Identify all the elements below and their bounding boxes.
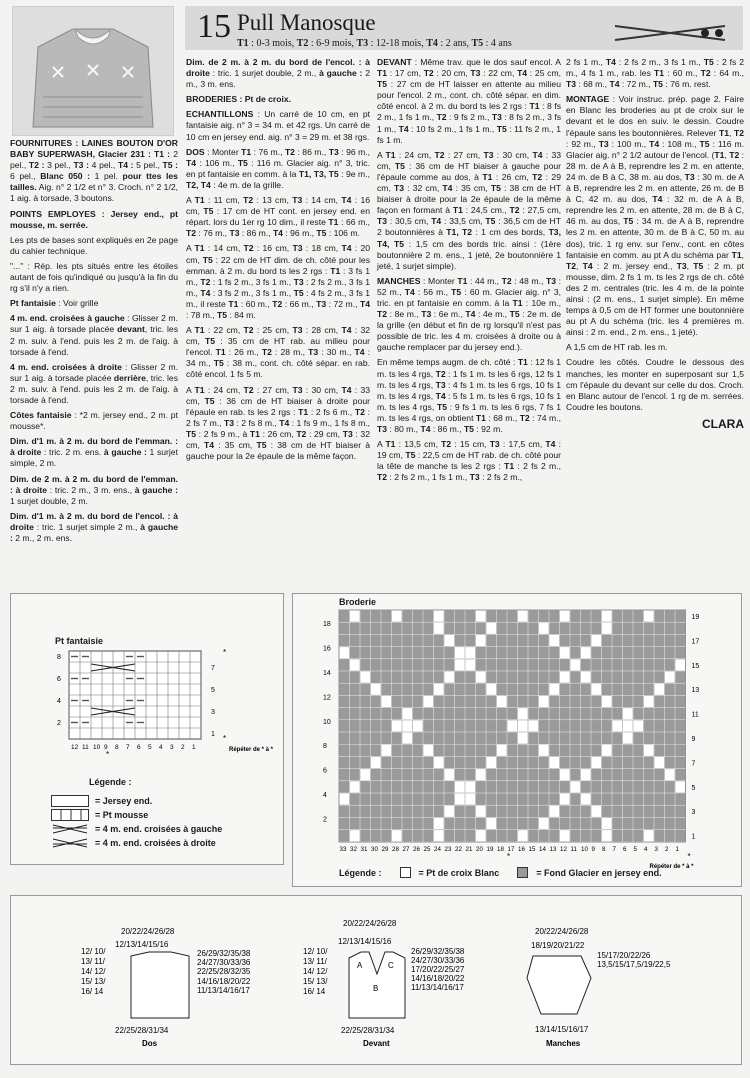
- star-mark: *: [223, 648, 227, 657]
- cross-stitch: [560, 672, 570, 683]
- row-label: 8: [57, 654, 61, 661]
- pattern-title: Pull Manosque: [237, 10, 376, 35]
- devant-right: 14/16/18/20/22: [411, 974, 465, 983]
- devant-right: 17/20/22/25/27: [411, 965, 465, 974]
- row-label: 5: [211, 687, 215, 694]
- col-label: 19: [486, 845, 494, 853]
- cross-stitch: [592, 757, 602, 768]
- star-mark: *: [687, 851, 691, 861]
- cross-stitch: [392, 830, 402, 841]
- cross-stitch: [655, 684, 665, 695]
- paragraph: Dim. de 2 m. à 2 m. du bord de l'emman. : à droite : tric. 2 m., 3 m. ens., à gauche : 1 surjet double, 2 m.: [10, 473, 178, 506]
- legend1-mousse-label: = Pt mousse: [95, 810, 149, 820]
- col-label: 31: [360, 845, 368, 853]
- col-label: 5: [148, 744, 152, 751]
- cross-stitch: [602, 818, 612, 829]
- paragraph: DEVANT : Même trav. que le dos sauf encol. A T1 : 17 cm, T2 : 20 cm, T3 : 22 cm, T4 : 25 cm, T5 : 27 cm de HT laisser en attente au milieu pour l'encol. 2 m., cont. ch. côté sépar. en dim. côté encol. à 2 m. du bord ts les 2 rgs : T1 : 8 fs 2 m., 1 fs 1 m., T2 : 9 fs 2 m., T3 : 8 fs 2 m., 3 fs 1 m., T4 : 10 fs 2 m., 1 fs 1 m., T5 : 11 fs 2 m., 1 fs 1 m.: [377, 57, 562, 145]
- cross-stitch: [445, 769, 455, 780]
- cross-stitch: [340, 794, 350, 805]
- manches-top: 20/22/24/26/28: [535, 927, 589, 936]
- row-label: 11: [691, 711, 699, 719]
- cross-stitch: [644, 745, 654, 756]
- cross-stitch: [497, 745, 507, 756]
- paragraph: POINTS EMPLOYES : Jersey end., pt mousse, m. serrée.: [10, 208, 178, 230]
- row-label: 6: [57, 676, 61, 683]
- paragraph: MANCHES : Monter T1 : 44 m., T2 : 48 m., T3 : 52 m., T4 : 56 m., T5 : 60 m. Glacier aig. n° 3, tric. en pt fantaisie en comm. à la T1 : 10e m., T2 : 8e m., T3 : 6e m., T4 : 4e m., T5 : 2e m. de la grille (en début et fin de rg lorsqu'il n'est pas possible de tric. les 4 m. croisées à droite ou à gauche remplacer par du jersey end.).: [377, 275, 561, 353]
- row-label: 2: [323, 816, 327, 824]
- paragraph: En même temps augm. de ch. côté : T1 : 12 fs 1 m. ts les 4 rgs, T2 : 1 fs 1 m. ts les 6 rgs, 12 fs 1 m. ts les 4 rgs, T3 : 4 fs 1 m. ts les 6 rgs, 10 fs 1 m. ts les 4 rgs, T4 : 5 fs 1 m. ts les 6 rgs, 10 fs 1 m. ts les 4 rgs, T5 : 9 fs 1 m. ts les 6 rgs, 7 fs 1 m. ts les 4 rgs, on obtient T1 : 68 m., T2 : 74 m., T3 : 80 m., T4 : 86 m., T5 : 92 m.: [377, 357, 561, 434]
- devant-bottom: 22/25/28/31/34: [341, 1026, 395, 1035]
- cross-stitch: [371, 684, 381, 695]
- cross-stitch: [539, 818, 549, 829]
- legend1-list: [51, 794, 222, 850]
- devant-left: 13/ 11/: [303, 957, 327, 966]
- cross-stitch: [466, 794, 476, 805]
- cross-stitch: [550, 806, 560, 817]
- dos-left: 16/ 14: [81, 987, 104, 996]
- col-label: 9: [104, 744, 108, 751]
- fantaisie-panel: [10, 593, 284, 865]
- dos-top2: 12/13/14/15/16: [115, 940, 169, 949]
- paragraph: DOS : Monter T1 : 76 m., T2 : 86 m., T3 : 96 m., T4 : 106 m., T5 : 116 m. Glacier aig. n° 3, tric. en pt fantaisie en comm. à la T1, T3, T5 : 9e m., T2, T4 : 4e m. de la grille.: [186, 146, 371, 190]
- size-value: : 0-3 mois,: [248, 38, 297, 49]
- schema-panel: [10, 895, 742, 1065]
- cross-stitch: [655, 757, 665, 768]
- row-label: 17: [691, 638, 700, 646]
- paragraph: Dim. d'1 m. à 2 m. du bord de l'emman. : à droite : tric. 2 m. ens. à gauche : 1 surjet simple, 2 m.: [10, 436, 178, 469]
- broderie-legend: [339, 867, 662, 878]
- row-label: 19: [691, 614, 700, 621]
- cross-stitch: [592, 684, 602, 695]
- devant-top2: 12/13/14/15/16: [338, 937, 392, 946]
- cross-stitch: [592, 806, 602, 817]
- cross-stitch: [455, 781, 465, 792]
- row-label: 13: [691, 687, 700, 695]
- row-label: 12: [323, 694, 331, 702]
- white-swatch: [400, 867, 411, 878]
- devant-label: Devant: [363, 1039, 390, 1048]
- paragraph: ECHANTILLONS : Un carré de 10 cm, en pt fantaisie aig. n° 3 = 34 m. et 42 rgs. Un carré de 10 cm en jersey end. aig. n° 3 = 29 m. et 38 rgs.: [186, 109, 370, 142]
- size-value: : 6-9 mois,: [308, 38, 357, 49]
- cross-stitch: [350, 781, 360, 792]
- cross-stitch: [392, 611, 402, 622]
- schema-drawings: [11, 896, 741, 1064]
- cross-stitch: [560, 611, 570, 622]
- paragraph: Dim. de 2 m. à 2 m. du bord de l'encol. : à droite : tric. 1 surjet double, 2 m., à gauche : 2 m., 3 m. ens.: [186, 57, 370, 90]
- author-signature: CLARA: [702, 416, 744, 431]
- column-2: [186, 57, 370, 466]
- row-label: 10: [323, 718, 331, 726]
- cross-stitch: [487, 757, 497, 768]
- col-label: 33: [339, 845, 347, 853]
- cross-stitch: [403, 733, 413, 744]
- cross-stitch: [539, 696, 549, 707]
- row-label: 4: [57, 698, 61, 705]
- row-label: 5: [691, 784, 696, 792]
- paragraph: A 1,5 cm de HT rab. les m.: [566, 342, 668, 353]
- col-label: 23: [444, 845, 452, 853]
- dos-top: 20/22/24/26/28: [121, 927, 175, 936]
- column-1: [10, 138, 178, 548]
- cross-stitch: [581, 769, 591, 780]
- size-tag: T5: [471, 38, 484, 49]
- col-label: 20: [476, 845, 483, 853]
- col-label: 26: [413, 845, 420, 853]
- paragraph: Les pts de bases sont expliqués en 2e page du cahier technique.: [10, 234, 178, 256]
- col-label: 9: [591, 845, 595, 853]
- col-label: 6: [137, 744, 141, 751]
- cross-stitch: [434, 684, 444, 695]
- cross-stitch: [382, 696, 392, 707]
- cross-stitch: [455, 659, 465, 670]
- cross-stitch: [602, 830, 612, 841]
- cross-stitch: [424, 745, 434, 756]
- col-label: 12: [560, 845, 567, 853]
- col-label: 4: [159, 744, 163, 751]
- devant-top: 20/22/24/26/28: [343, 919, 397, 928]
- manches-label: Manches: [546, 1039, 581, 1048]
- legend1-title: Légende :: [89, 777, 132, 787]
- cross-stitch: [644, 696, 654, 707]
- column-3: [377, 57, 561, 487]
- cross-stitch: [581, 647, 591, 658]
- star-mark: *: [507, 851, 511, 861]
- cross-stitch: [350, 659, 360, 670]
- cross-stitch: [550, 635, 560, 646]
- mousse-swatch: [51, 809, 89, 821]
- dos-right: 22/25/28/32/35: [197, 967, 251, 976]
- dos-label: Dos: [142, 1039, 158, 1048]
- cross-stitch: [350, 830, 360, 841]
- repeat-note: Répéter de * à *: [649, 863, 694, 870]
- paragraph: 4 m. end. croisées à gauche : Glisser 2 m. sur 1 aig. à torsade placée devant, tric. les 2 m. suiv. à l'end. puis les 2 m. de l'aig. à torsade à l'end.: [10, 313, 178, 357]
- col-label: 29: [381, 845, 389, 853]
- cross-stitch: [403, 708, 413, 719]
- col-label: 10: [93, 744, 101, 751]
- row-label: 1: [211, 731, 215, 738]
- legend1-cross-left: [51, 822, 222, 836]
- paragraph: BRODERIES : Pt de croix.: [186, 94, 292, 105]
- col-label: 27: [402, 845, 410, 853]
- cross-stitch: [487, 623, 497, 634]
- cross-stitch: [361, 769, 371, 780]
- col-label: 22: [455, 845, 462, 853]
- dos-left: 14/ 12/: [81, 967, 106, 976]
- size-tag: T3: [356, 38, 369, 49]
- col-label: 24: [434, 845, 441, 853]
- cross-stitch: [560, 647, 570, 658]
- col-label: 18: [497, 845, 504, 853]
- cross-stitch: [371, 757, 381, 768]
- devant-right: 26/29/32/35/38: [411, 947, 465, 956]
- cross-stitch: [403, 720, 413, 731]
- legend1-cross-right: [51, 836, 222, 850]
- column-4: [566, 57, 744, 430]
- cross-stitch: [476, 611, 486, 622]
- cross-stitch: [350, 611, 360, 622]
- cross-stitch: [602, 623, 612, 634]
- cross-stitch: [518, 708, 528, 719]
- paragraph: Pt fantaisie : Voir grille: [10, 298, 99, 309]
- cross-stitch: [560, 830, 570, 841]
- col-label: 11: [570, 845, 577, 853]
- col-label: 16: [518, 845, 525, 853]
- size-value: : 4 ans: [483, 38, 512, 49]
- cross-stitch: [487, 818, 497, 829]
- devant-letter: A: [357, 961, 363, 970]
- cross-stitch: [581, 794, 591, 805]
- broderie-panel: [292, 593, 742, 887]
- col-label: 11: [82, 744, 89, 751]
- col-label: 12: [71, 744, 79, 751]
- legend1-jersey: [51, 794, 222, 808]
- devant-left: 15/ 13/: [303, 977, 328, 986]
- row-label: 2: [57, 720, 61, 727]
- cross-stitch: [581, 672, 591, 683]
- cross-stitch: [445, 806, 455, 817]
- dos-right: 11/13/14/16/17: [197, 986, 250, 995]
- cross-stitch: [434, 818, 444, 829]
- cross-stitch: [518, 720, 528, 731]
- cross-stitch: [571, 659, 581, 670]
- broderie-legend-grey: = Fond Glacier en jersey end.: [536, 867, 662, 878]
- dos-right: 24/27/30/33/36: [197, 958, 251, 967]
- paragraph: A T1 : 22 cm, T2 : 25 cm, T3 : 28 cm, T4 : 32 cm, T5 : 35 cm de HT rab. au milieu pour l'encol. T1 : 26 m., T2 : 28 m., T3 : 30 m., T4 : 34 m., T5 : 38 m., cont. ch. côté sépar. en rab. côté encol. 1 fs 5 m.: [186, 325, 370, 380]
- header-band: [185, 6, 743, 50]
- cross-stitch: [539, 623, 549, 634]
- manches-right: 13,5/15/17,5/19/22,5: [597, 960, 671, 969]
- cross-right-icon: [51, 837, 89, 849]
- cross-stitch: [424, 696, 434, 707]
- col-label: 2: [181, 744, 185, 751]
- cross-stitch: [340, 647, 350, 658]
- cross-stitch: [466, 647, 476, 658]
- devant-left: 16/ 14: [303, 987, 326, 996]
- dos-right: 26/29/32/35/38: [197, 949, 251, 958]
- paragraph: Dim. d'1 m. à 2 m. du bord de l'encol. : à droite : tric. 1 surjet simple 2 m., à gauche : 2 m., 2 m. ens.: [10, 510, 179, 543]
- col-label: 28: [392, 845, 399, 853]
- manches-top2: 18/19/20/21/22: [531, 941, 585, 950]
- cross-stitch: [413, 720, 423, 731]
- cross-stitch: [560, 794, 570, 805]
- row-label: 3: [211, 709, 215, 716]
- cross-stitch: [497, 696, 507, 707]
- col-label: 3: [654, 845, 658, 853]
- sweater-photo: [12, 6, 174, 136]
- cross-stitch: [392, 720, 402, 731]
- paragraph: 4 m. end. croisées à droite : Glisser 2 m. sur 1 aig. à torsade placée derrière, tric. les 2 m. suiv. à l'end. puis les 2 m. de l'aig. à torsade à l'end.: [10, 361, 178, 405]
- row-label: 16: [323, 645, 331, 653]
- fantaisie-title: Pt fantaisie: [55, 636, 104, 646]
- col-label: 5: [633, 845, 637, 853]
- col-label: 8: [602, 845, 606, 853]
- cross-stitch: [476, 806, 486, 817]
- cross-stitch: [592, 635, 602, 646]
- cross-stitch: [382, 745, 392, 756]
- paragraph: A T1 : 11 cm, T2 : 13 cm, T3 : 14 cm, T4 : 16 cm, T5 : 17 cm de HT cont. en jersey end. en répart. lors du 1er rg 10 dim., il reste T1 : 66 m., T2 : 76 m., T3 : 86 m., T4 : 96 m., T5 : 106 m.: [186, 195, 371, 239]
- broderie-title: Broderie: [339, 597, 377, 607]
- cross-stitch: [434, 757, 444, 768]
- paragraph: Coudre les côtés. Coudre le dessous des manches, les monter en superposant sur 1,5 cm l'épaule du devant sur celle du dos. Croch. en Blanc autour de l'encol. 1 rg de m. serrées. Coudre les boutons.: [566, 357, 744, 412]
- cross-stitch: [455, 794, 465, 805]
- broderie-chart: [293, 594, 741, 870]
- paragraph: A T1 : 24 cm, T2 : 27 cm, T3 : 30 cm, T4 : 33 cm, T5 : 36 cm de HT biaiser à droite pour l'épaule en rab. ts les 2 rgs : T1 : 2 fs 6 m., T2 : 2 fs 7 m., T3 : 2 fs 8 m., T4 : 1 fs 9 m., 1 fs 8 m., T5 : 2 fs 9 m., à T1 : 26 cm, T2 : 29 cm, T3 : 32 cm, T4 : 35 cm, T5 : 38 cm de HT biaiser à gauche pour la 2e épaule de la même façon.: [186, 384, 371, 462]
- cross-stitch: [602, 611, 612, 622]
- devant-left: 12/ 10/: [303, 947, 328, 956]
- cross-stitch: [665, 769, 675, 780]
- cross-stitch: [361, 672, 371, 683]
- sweater-illustration: [13, 7, 173, 135]
- star-mark: *: [223, 734, 227, 743]
- cross-stitch: [623, 720, 633, 731]
- paragraph: A T1 : 13,5 cm, T2 : 15 cm, T3 : 17,5 cm, T4 : 19 cm, T5 : 22,5 cm de HT rab. de ch. côté pour la tête de manche ts les 2 rgs : T1 : 2 fs 2 m., T2 : 2 fs 2 m., 1 fs 1 m., T3 : 2 fs 2 m.,: [377, 439, 561, 483]
- col-label: 32: [350, 845, 357, 853]
- col-label: 25: [423, 845, 431, 853]
- cross-stitch: [602, 696, 612, 707]
- paragraph: "..." : Rép. les pts situés entre les étoiles autant de fois qu'indiqué ou jusqu'à la fin du rg s'il n'y a rien.: [10, 260, 178, 294]
- size-value: : 2 ans,: [437, 38, 472, 49]
- paragraph: 2 fs 1 m., T4 : 2 fs 2 m., 3 fs 1 m., T5 : 2 fs 2 m., 4 fs 1 m., rab. les T1 : 60 m., T2 : 64 m., T3 : 68 m., T4 : 72 m., T5 : 76 m. rest.: [566, 57, 745, 90]
- col-label: 14: [539, 845, 546, 853]
- col-label: 7: [612, 845, 616, 853]
- row-label: 4: [323, 792, 327, 799]
- devant-letter: B: [373, 984, 379, 993]
- pattern-number: 15: [197, 8, 231, 45]
- col-label: 2: [665, 845, 669, 853]
- dos-left: 13/ 11/: [81, 957, 105, 966]
- jersey-swatch: [51, 795, 89, 807]
- row-label: 3: [691, 809, 696, 817]
- fantaisie-chart: [11, 594, 283, 774]
- cross-stitch: [613, 720, 623, 731]
- col-label: 6: [623, 845, 627, 853]
- cross-stitch: [518, 830, 528, 841]
- broderie-legend-white: = Pt de croix Blanc: [418, 867, 500, 878]
- cross-stitch: [602, 745, 612, 756]
- col-label: 30: [371, 845, 378, 853]
- col-label: 17: [507, 845, 515, 853]
- broderie-legend-title: Légende :: [339, 867, 382, 878]
- cross-stitch: [644, 611, 654, 622]
- col-label: 4: [644, 845, 648, 853]
- devant-right: 24/27/30/33/36: [411, 956, 465, 965]
- col-label: 8: [115, 744, 119, 751]
- col-label: 15: [528, 845, 536, 853]
- legend1-cross-right-label: = 4 m. end. croisées à droite: [95, 838, 216, 848]
- cross-stitch: [476, 769, 486, 780]
- devant-left: 14/ 12/: [303, 967, 328, 976]
- legend1-mousse: [51, 808, 222, 822]
- row-label: 7: [211, 665, 215, 672]
- cross-stitch: [571, 781, 581, 792]
- dos-shape: [131, 952, 189, 1018]
- devant-right: 11/13/14/16/17: [411, 983, 464, 992]
- manches-shape: [527, 956, 591, 1014]
- cross-stitch: [434, 611, 444, 622]
- paragraph: Côtes fantaisie : *2 m. jersey end., 2 m. pt mousse*.: [10, 410, 178, 432]
- col-label: 21: [465, 845, 473, 853]
- size-list: [237, 38, 512, 49]
- cross-stitch: [476, 672, 486, 683]
- paragraph: MONTAGE : Voir instruc. prép. page 2. Faire en Blanc les broderies au pt de croix sur le devant et le dos en suiv. le dessin. Coudre l'épaule sans les boutonnières. Relever T1, T2 : 92 m., T3 : 100 m., T4 : 108 m., T5 : 116 m. Glacier aig. n° 2 1/2 autour de l'encol. (T1, T2 : 28 m. de A à B, reprendre les 2 m. en attente, 24 m. de B à C, 38 m. au dos, T3 : 30 m. de A à B, reprendre les 2 m. en attente, 26 m. de B à C, 42 m. au dos, T4 : 32 m. de A à B, reprendre les 2 m. en attente, 28 m. de B à C, 46 m. au dos, T5 : 34 m. de A à B, reprendre les 2 m. en attente, 30 m. de B à C, 50 m. au dos), tric. 1 rg env. sur l'env., cont. en côtes fantaisie en comm. au pt A du schéma par T1, T2, T4 : 2 m. jersey end., T3, T5 : 2 m. pt mousse, dim. 2 fs 1 m. ts les 2 rgs de ch. côté des 2 m. centrales (tric. les 4 m. de la pointe ainsi : (2 m. ens., 1 surjet simple). En même temps à 0,5 cm de HT former une boutonnière au pt A du schéma (tric. les 4 premières m. ainsi : 2 m. end., 2 m. ens., 1 jeté).: [566, 94, 745, 338]
- col-label: 10: [581, 845, 588, 853]
- cross-stitch: [518, 611, 528, 622]
- cross-stitch: [665, 672, 675, 683]
- cross-stitch: [445, 672, 455, 683]
- col-label: 1: [192, 744, 196, 751]
- cross-stitch: [560, 769, 570, 780]
- cross-stitch: [434, 623, 444, 634]
- cross-left-icon: [51, 823, 89, 835]
- cross-stitch: [644, 830, 654, 841]
- repeat-note: Répéter de * à *: [229, 747, 274, 753]
- col-label: 7: [126, 744, 130, 751]
- cross-stitch: [623, 733, 633, 744]
- dos-left: 12/ 10/: [81, 947, 106, 956]
- row-label: 14: [323, 670, 331, 677]
- size-value: : 12-18 mois,: [368, 38, 427, 49]
- paragraph: FOURNITURES : LAINES BOUTON D'OR BABY SUPERWASH, Glacier 231 : T1 : 2 pel., T2 : 3 pel., T3 : 4 pel., T4 : 5 pel., T5 : 6 pel., Blanc 050 : 1 pel. pour ttes les tailles. Aig. n° 2 1/2 et n° 3. Croch. n° 2 1/2, 1 aig. à torsade, 3 boutons.: [10, 138, 179, 204]
- cross-stitch: [676, 781, 686, 792]
- cross-stitch: [508, 720, 518, 731]
- cross-stitch: [550, 757, 560, 768]
- cross-stitch: [550, 684, 560, 695]
- legend1-jersey-label: = Jersey end.: [95, 796, 153, 806]
- star-mark: *: [106, 750, 110, 759]
- cross-stitch: [476, 830, 486, 841]
- row-label: 15: [691, 662, 700, 670]
- manches-right: 15/17/20/22/26: [597, 951, 651, 960]
- cross-stitch: [476, 635, 486, 646]
- cross-stitch: [466, 659, 476, 670]
- dos-bottom: 22/25/28/31/34: [115, 1026, 169, 1035]
- cross-stitch: [634, 720, 644, 731]
- dos-right: 14/16/18/20/22: [197, 977, 251, 986]
- row-label: 7: [691, 760, 696, 768]
- cross-stitch: [623, 708, 633, 719]
- grey-swatch: [517, 867, 528, 878]
- cross-stitch: [434, 830, 444, 841]
- cross-stitch: [676, 659, 686, 670]
- cross-stitch: [466, 781, 476, 792]
- col-label: 3: [170, 744, 174, 751]
- cross-stitch: [529, 720, 539, 731]
- manches-bottom: 13/14/15/16/17: [535, 1025, 589, 1034]
- needles-icon: [615, 18, 735, 48]
- row-label: 9: [691, 736, 696, 743]
- row-label: 6: [323, 767, 327, 775]
- legend1-cross-left-label: = 4 m. end. croisées à gauche: [95, 824, 223, 834]
- size-tag: T1: [237, 38, 249, 49]
- paragraph: A T1 : 14 cm, T2 : 16 cm, T3 : 18 cm, T4 : 20 cm, T5 : 22 cm de HT dim. de ch. côté pour les emman. à 2 m. du bord ts les 2 rgs : T1 : 3 fs 1 m., T2 : 1 fs 2 m., 3 fs 1 m., T3 : 2 fs 2 m., 3 fs 1 m., T4 : 3 fs 2 m., 3 fs 1 m., T5 : 4 fs 2 m., 3 fs 1 m., il reste T1 : 60 m., T2 : 66 m., T3 : 72 m., T4 : 78 m., T5 : 84 m.: [186, 243, 371, 320]
- row-label: 18: [323, 621, 331, 629]
- devant-letter: C: [388, 961, 394, 970]
- size-tag: T2: [296, 38, 309, 49]
- paragraph: A T1 : 24 cm, T2 : 27 cm, T3 : 30 cm, T4 : 33 cm, T5 : 36 cm de HT biaiser à gauche pour l'épaule comme au dos, à T1 : 26 cm, T2 : 29 cm, T3 : 32 cm, T4 : 35 cm, T5 : 38 cm de HT biaiser à droite pour la 2e épaule de la même façon en formant à T1 : 24,5 cm., T2 : 27,5 cm, T3 : 30,5 cm, T4 : 33,5 cm, T5 : 36,5 cm de HT 2 boutonnières à T1, T2 : 1 cm des bords, T3, T4, T5 : 1,5 cm des bords tric. ainsi : (1ère boutonnière 2 m. ens., 1 jeté, 2e boutonnière 1 jeté, 1 surjet simple).: [377, 149, 562, 271]
- row-label: 1: [691, 833, 696, 841]
- cross-stitch: [487, 684, 497, 695]
- cross-stitch: [445, 635, 455, 646]
- col-label: 1: [675, 845, 679, 853]
- col-label: 13: [549, 845, 557, 853]
- cross-stitch: [518, 733, 528, 744]
- cross-stitch: [539, 745, 549, 756]
- row-label: 8: [323, 743, 327, 751]
- dos-left: 15/ 13/: [81, 977, 106, 986]
- size-tag: T4: [426, 38, 438, 49]
- cross-stitch: [455, 647, 465, 658]
